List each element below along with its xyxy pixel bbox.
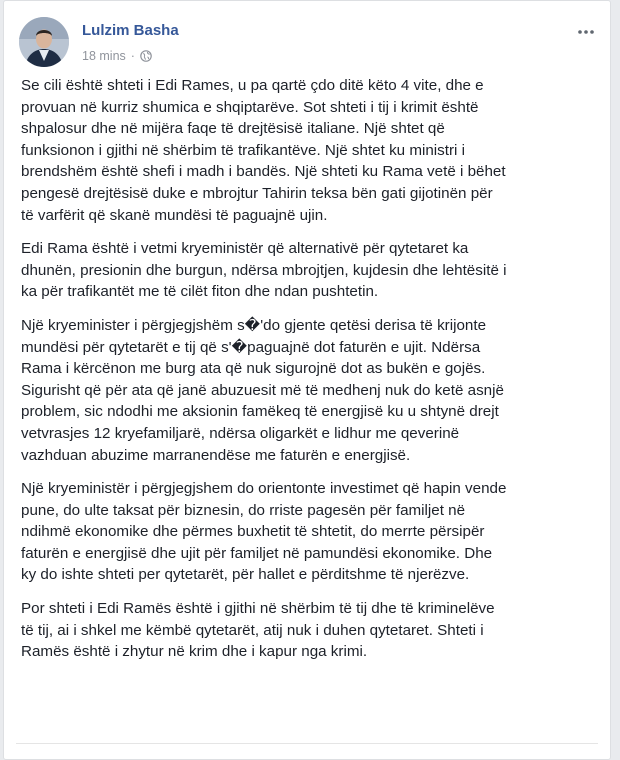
post-card	[3, 0, 611, 760]
post-header	[16, 11, 598, 71]
post-paragraph: Edi Rama është i vetmi kryeministër që alternativë për qytetaret ka dhunën, presionin dhe burgun, ndërsa mbrojtjen, kujdesin dhe lehtësitë i ka për trafikantët me të cilët fiton dhe ndan pushtetin.	[21, 240, 507, 301]
author-name[interactable]: Lulzim Basha	[82, 22, 179, 39]
post-paragraph: Një kryeminister i përgjegjshëm s�'do gjente qetësi derisa të krijonte mundësi për qytetarët e tij që s'�paguajnë dot faturën e ujit. Ndërsa Rama i kërcënon me burg ata që nuk sigurojnë dot as bukën e gojës. Sigurisht që për ata që janë abuzuesit më të medhenj nuk do ketë asnjë problem, sic ndodhi me aksionin famëkeq të energjisë ku u shtynë drejt vetvrasjes 12 kryefamiljarë, ndërsa oligarkët e lidhur me qeverinë vazhduan abuzime marranendëse me faturën e energjisë.	[21, 316, 504, 464]
footer-divider	[16, 743, 598, 744]
post-paragraph: Një kryeministër i përgjegjshem do orientonte investimet që hapin vende pune, do ulte taksat për biznesin, do rriste pagesën për familjet në ndihmë ekonomike dhe përmes buxhetit të shtetit, do merrte përsipër faturën e energjisë dhe ujit për familjet në pamundësi ekonomike. Dhe ky do ishte shteti per qytetarët, për hallet e përditshme të njerëzve.	[21, 480, 507, 584]
post-timestamp[interactable]: 18 mins	[82, 49, 126, 63]
meta-separator: ·	[130, 49, 135, 63]
more-options-icon[interactable]	[576, 25, 596, 39]
public-globe-icon[interactable]	[140, 50, 152, 62]
post-paragraph: Se cili është shteti i Edi Rames, u pa qartë çdo ditë këto 4 vite, dhe e provuan në kurriz shumica e shqiptarëve. Sot shteti i tij i krimit është shpalosur dhe në mijëra faqe të drejtësisë italiane. Një shtet që funksionon i gjithi në shërbim të trafikantëve. Një shtet ku ministri i brendshëm është shefi i madh i bandës. Një shteti ku Rama vetë i bëhet pengesë drejtësisë duke e mbrojtur Tahirin teksa bën gati gijotinën për të varfërit që skanë mundësi të paguajnë ujin.	[21, 77, 506, 224]
avatar-photo-icon	[19, 17, 69, 67]
avatar[interactable]	[19, 17, 69, 67]
post-paragraph: Por shteti i Edi Ramës është i gjithi në shërbim të tij dhe të kriminelëve të tij, ai i shkel me këmbë qytetarët, atij nuk i duhen qytetaret. Shteti i Ramës është i zhytur në krim dhe i kapur nga krimi.	[21, 600, 495, 661]
post-body	[21, 75, 601, 675]
post-meta	[82, 49, 152, 63]
